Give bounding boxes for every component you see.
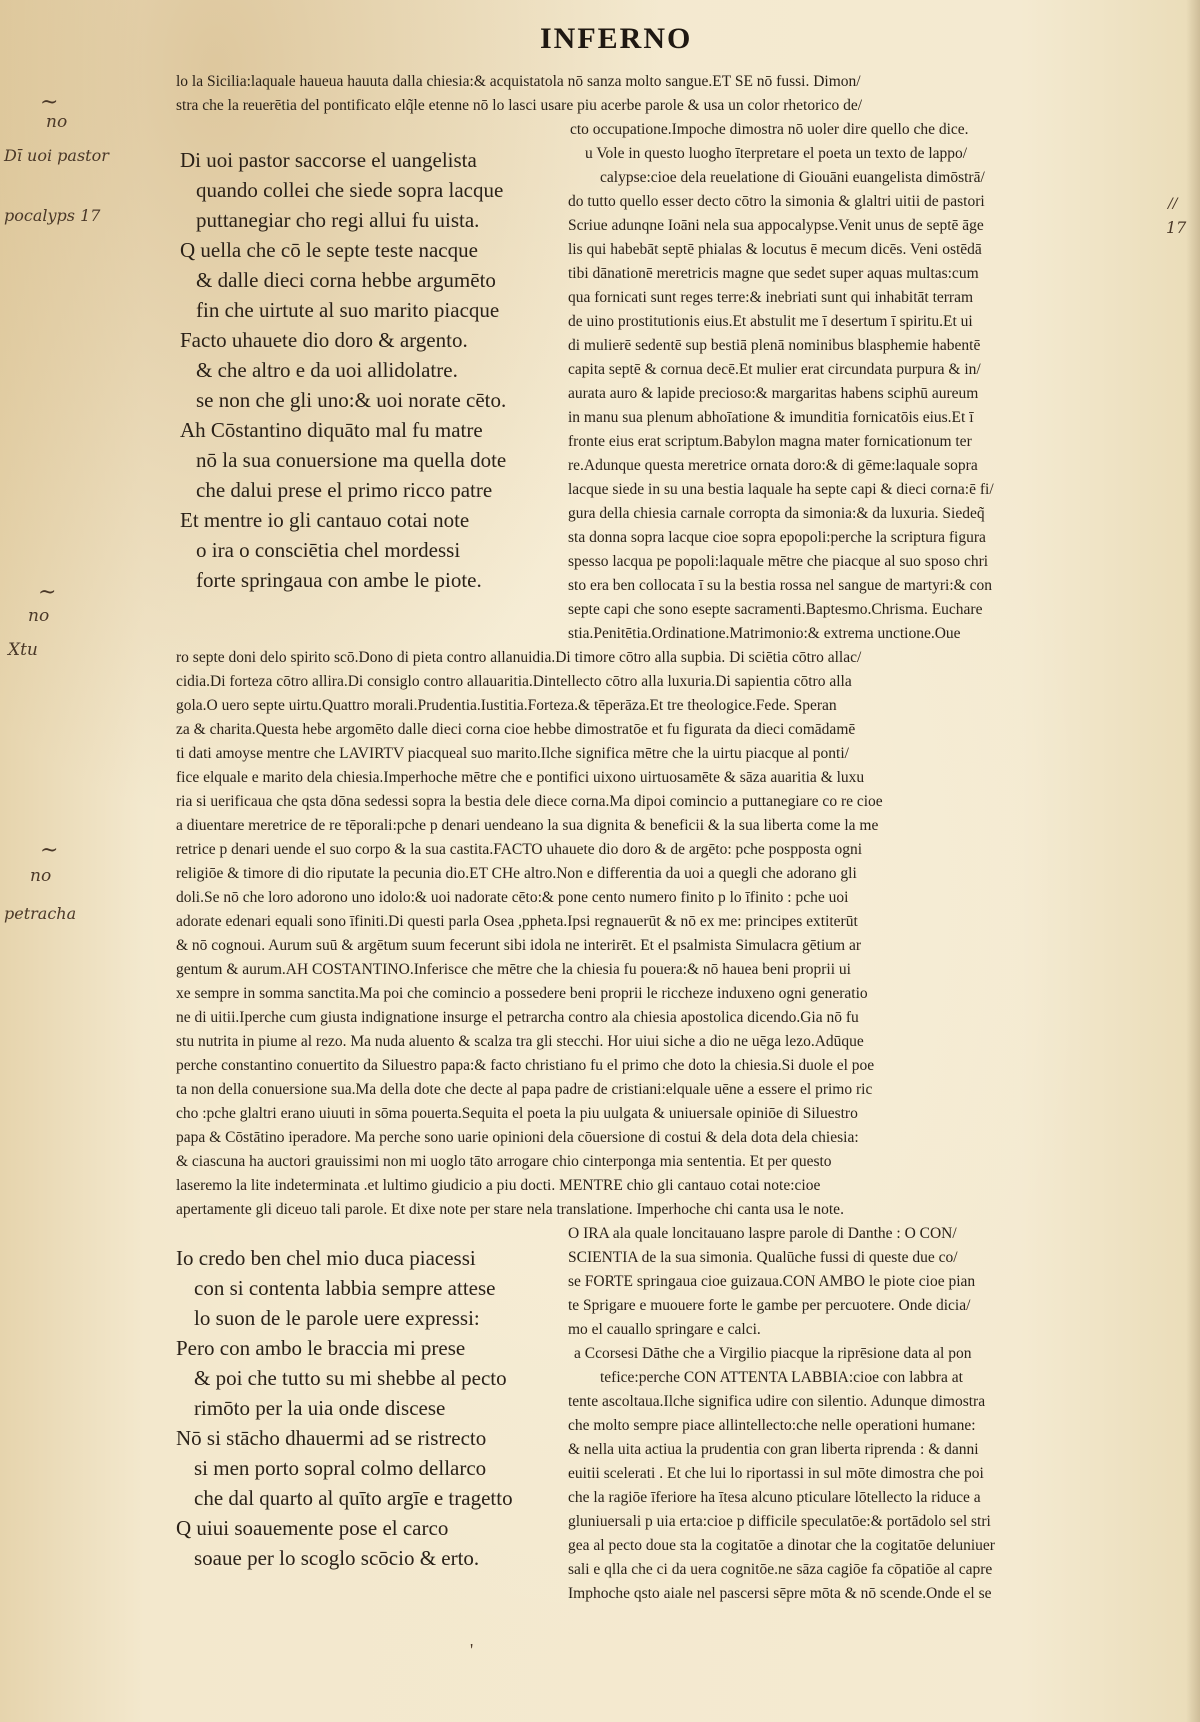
verse-line: Di uoi pastor saccorse el uangelista [180, 148, 477, 172]
commentary-line: ta non della conuersione sua.Ma della dote che decte al papa padre de cristiani:elquale uēne a essere el primo ric [176, 1081, 873, 1098]
commentary-line: perche constantino conuertito da Siluestro papa:& facto christiano fu el primo che doto la chiesia.Si duole el poe [176, 1057, 875, 1074]
verse-line: fin che uirtute al suo marito piacque [196, 298, 500, 322]
commentary-line: & nella uita actiua la prudentia con gran liberta riprenda : & danni [568, 1441, 979, 1458]
commentary-line: ria si uerificaua che qsta dōna sedessi sopra la bestia dele diece corna.Ma dipoi comincio a puttanegiare co re cioe [176, 793, 883, 810]
commentary-line: & nō cognoui. Aurum suū & argētum suum fecerunt sibi idola ne interirēt. Et el psalmista Simulacra gētium ar [176, 937, 862, 954]
verse-line: se non che gli uno:& uoi norate cēto. [196, 388, 507, 412]
commentary-line: sto era ben collocata ī su la bestia rossa nel sangue de martyri:& con [568, 577, 992, 594]
verse-line: puttanegiar cho regi allui fu uista. [196, 208, 480, 232]
marginal-note: no [46, 112, 68, 132]
commentary-line: capita septē & cornua decē.Et mulier erat circundata purpura & in/ [568, 361, 981, 378]
verse-line: si men porto sopral colmo dellarco [194, 1456, 487, 1480]
commentary-line: sta donna sopra lacque cioe sopra epopoli:perche la scriptura figura [568, 529, 986, 546]
commentary-line: ti dati amoyse mentre che LAVIRTV piacqueal suo marito.Ilche significa mētre che la uirtu piacque al ponti/ [176, 745, 849, 762]
commentary-line: stu nutrita in piume al rezo. Ma nuda aluento & scalza tra gli stecchi. Hor uiui siche a dio ne uēga lezo.Adūque [176, 1033, 864, 1050]
verse-line: Pero con ambo le braccia mi prese [176, 1336, 466, 1360]
commentary-line: in manu sua plenum abhoīatione & imunditia fornicatōis eius.Et ī [568, 409, 974, 426]
verse-line: lo suon de le parole uere expressi: [194, 1306, 480, 1330]
commentary-line: apertamente gli diceuo tali parole. Et dixe note per stare nela translatione. Imperhoche chi canta usa le note. [176, 1201, 844, 1218]
marginal-mark: ~ [40, 90, 59, 115]
commentary-line: spesso lacqua pe popoli:laquale mētre che piacque al suo sposo chri [568, 553, 989, 570]
marginal-note: // [1168, 196, 1178, 212]
verse-line: Et mentre io gli cantauo cotai note [180, 508, 470, 532]
commentary-line: adorate edenari equali sono īfiniti.Di questi parla Osea ,ppheta.Ipsi regnauerūt & nō ex me: principes extiterūt [176, 913, 858, 930]
commentary-line: sali e qlla che ci da uera cognitōe.ne sāza cagiōe fa cōpatiōe al capre [568, 1561, 993, 1578]
commentary-line: mo el cauallo springare e calci. [568, 1321, 761, 1338]
commentary-line: gola.O uero septe uirtu.Quattro morali.Prudentia.Iustitia.Forteza.& tēperāza.Et tre theologice.Fede. Speran [176, 697, 837, 714]
commentary-line: tibi dānationē meretricis magne que sedet super aquas multas:cum [568, 265, 979, 282]
verse-line: Ah Cōstantino diquāto mal fu matre [180, 418, 483, 442]
commentary-line: fronte eius erat scriptum.Babylon magna mater fornicationum ter [568, 433, 972, 450]
stray-ink-mark: ' [470, 1640, 474, 1660]
commentary-line: gura della chiesia carnale corropta da simonia:& da luxuria. Siedeq̃ [568, 505, 985, 522]
marginal-note: Xtu [8, 640, 38, 660]
commentary-line: di mulierē sedentē sup bestiā plenā nominibus blasphemie habentē [568, 337, 981, 354]
commentary-line: za & charita.Questa hebe argomēto dalle dieci corna cioe hebbe dimostratōe et fu figurata da dieci comādamē [176, 721, 856, 738]
commentary-line: stra che la reuerētia del pontificato elq̃le etenne nō lo lasci usare piu acerbe parole & usa un color rhetorico de/ [176, 97, 863, 114]
marginal-note: 17 [1166, 218, 1187, 237]
verse-line: & dalle dieci corna hebbe argumēto [196, 268, 496, 292]
commentary-line: religiōe & timore di dio riputate la pecunia dio.ET CHe altro.Non e differentia da uoi a quegli che adorano gli [176, 865, 857, 882]
commentary-line: tefice:perche CON ATTENTA LABBIA:cioe con labbra at [600, 1369, 963, 1386]
commentary-line: laseremo la lite indeterminata .et lultimo giudicio a piu docti. MENTRE chio gli cantauo cotai note:cioe [176, 1177, 821, 1194]
commentary-line: de uino prostitutionis eius.Et abstulit me ī desertum ī spiritu.Et ui [568, 313, 973, 330]
verse-line: che dalui prese el primo ricco patre [196, 478, 493, 502]
commentary-line: ne di uitii.Iperche cum giusta indignatione insurge el petrarcha contro ala chiesia apostolica dicendo.Gia nō fu [176, 1009, 859, 1026]
commentary-line: cto occupatione.Impoche dimostra nō uoler dire quello che dice. [570, 121, 969, 138]
marginal-note: petracha [4, 904, 77, 923]
verse-line: forte springaua con ambe le piote. [196, 568, 482, 592]
commentary-line: aurata auro & lapide precioso:& margaritas habens sciphū aureum [568, 385, 979, 402]
running-header: INFERNO [540, 22, 693, 55]
commentary-line: u Vole in questo luogho īterpretare el poeta un texto de lappo/ [585, 145, 968, 162]
commentary-line: qua fornicati sunt reges terre:& inebriati sunt qui inhabitāt terram [568, 289, 974, 306]
verse-line: Nō si stācho dhauermi ad se ristrecto [176, 1426, 487, 1450]
commentary-line: do tutto quello esser decto cōtro la simonia & glaltri uitii de pastori [568, 193, 985, 210]
commentary-line: a diuentare meretrice de re tēporali:pche p denari uendeano la sua dignita & beneficii & la sua liberta come la me [176, 817, 879, 834]
commentary-line: gea al pecto doue sta la cogitatōe a dinotar che la cogitatōe deluniuer [568, 1537, 995, 1554]
marginal-note: Dī uoi pastor [4, 146, 109, 165]
page-edge-shadow [1186, 0, 1200, 1722]
commentary-line: cho :pche glaltri erano uiuuti in sōma pouerta.Sequita el poeta la piu uulgata & uniuersale opiniōe di Siluestro [176, 1105, 858, 1122]
commentary-line: & ciascuna ha auctori grauissimi non mi uoglo tāto arrogare chio cinterponga mia sententia. Et per questo [176, 1153, 832, 1170]
commentary-line: te Sprigare e muouere forte le gambe per percuotere. Onde dicia/ [568, 1297, 971, 1314]
commentary-line: a Ccorsesi Dāthe che a Virgilio piacque la riprēsione data al pon [574, 1345, 972, 1362]
commentary-line: lis qui habebāt septē phialas & locutus ē mecum dicēs. Veni ostēdā [568, 241, 982, 258]
verse-line: nō la sua conuersione ma quella dote [196, 448, 507, 472]
commentary-line: Scriue adunqne Ioāni nela sua appocalypse.Venit unus de septē āge [568, 217, 984, 234]
verse-line: Io credo ben chel mio duca piacessi [176, 1246, 476, 1270]
commentary-line: SCIENTIA de la sua simonia. Qualūche fussi di queste due co/ [568, 1249, 958, 1266]
commentary-line: Imphoche qsto aiale nel pascersi sēpre mōta & nō scende.Onde el se [568, 1585, 992, 1602]
commentary-line: septe capi che sono esepte sacramenti.Baptesmo.Chrisma. Euchare [568, 601, 983, 618]
commentary-line: lo la Sicilia:laquale haueua hauuta dalla chiesia:& acquistatola nō sanza molto sangue.ET SE nō fussi. Dimon/ [176, 73, 861, 90]
verse-line: con si contenta labbia sempre attese [194, 1276, 496, 1300]
marginal-mark: ~ [40, 838, 59, 863]
commentary-line: doli.Se nō che loro adorono uno idolo:& uoi nadorate cēto:& pone cento numero finito p lo īfinito : pche uoi [176, 889, 849, 906]
marginal-mark: ~ [38, 580, 57, 605]
verse-line: soaue per lo scoglo scōcio & erto. [194, 1546, 480, 1570]
commentary-line: che la ragiōe īferiore ha ītesa alcuno pticulare lōtellecto la riduce a [568, 1489, 981, 1506]
commentary-line: papa & Cōstātino iperadore. Ma perche sono uarie opinioni dela cōuersione di costui & dela dota dela chiesia: [176, 1129, 859, 1146]
commentary-line: euitii scelerati . Et che lui lo riportassi in sul mōte dimostra che poi [568, 1465, 984, 1482]
commentary-line: gluniuersali p uia erta:cioe p difficile speculatōe:& portādolo sel stri [568, 1513, 991, 1530]
commentary-line: se FORTE springaua cioe guizaua.CON AMBO le piote cioe pian [568, 1273, 976, 1290]
commentary-line: gentum & aurum.AH COSTANTINO.Inferisce che mētre che la chiesia fu pouera:& nō hauea beni proprii ui [176, 961, 851, 978]
commentary-line: tente ascoltaua.Ilche significa udire con silentio. Adunque dimostra [568, 1393, 986, 1410]
verse-line: Q uella che cō le septe teste nacque [180, 238, 478, 262]
verse-line: Facto uhauete dio doro & argento. [180, 328, 468, 352]
verse-line: Q uiui soauemente pose el carco [176, 1516, 449, 1540]
commentary-line: retrice p denari uende el suo corpo & la sua castita.FACTO uhauete dio doro & de argēto: pche pospposta ogni [176, 841, 863, 858]
marginal-note: pocalyps 17 [4, 206, 101, 225]
verse-line: o ira o consciētia chel mordessi [196, 538, 461, 562]
commentary-line: lacque siede in su una bestia laquale ha septe capi & dieci corna:ē fi/ [568, 481, 994, 498]
commentary-line: O IRA ala quale loncitauano laspre parole di Danthe : O CON/ [568, 1225, 957, 1242]
verse-line: & che altro e da uoi allidolatre. [196, 358, 458, 382]
commentary-line: che molto sempre piace allintellecto:che nelle operationi humane: [568, 1417, 976, 1434]
commentary-line: re.Adunque questa meretrice ornata doro:& di gēme:laquale sopra [568, 457, 978, 474]
commentary-line: ro septe doni delo spirito scō.Dono di pieta contro allanuidia.Di timore cōtro alla supbia. Di sciētia cōtro allac/ [176, 649, 862, 666]
commentary-line: xe sempre in somma sanctita.Ma poi che comincio a possedere beni proprii le riccheze induxeno ogni generatio [176, 985, 868, 1002]
verse-line: quando collei che siede sopra lacque [196, 178, 504, 202]
commentary-line: stia.Penitētia.Ordinatione.Matrimonio:& extrema unctione.Oue [568, 625, 961, 642]
verse-line: che dal quarto al quīto argīe e tragetto [194, 1486, 513, 1510]
marginal-note: no [30, 866, 52, 886]
verse-line: & poi che tutto su mi shebbe al pecto [194, 1366, 507, 1390]
marginal-note: no [28, 606, 50, 626]
verse-line: rimōto per la uia onde discese [194, 1396, 446, 1420]
commentary-line: calypse:cioe dela reuelatione di Giouāni euangelista dimōstrā/ [600, 169, 985, 186]
commentary-line: cidia.Di forteza cōtro allira.Di consiglo contro allauaritia.Dintellecto cōtro alla luxuria.Di sapientia cōtro alla [176, 673, 852, 690]
commentary-line: fice elquale e marito dela chiesia.Imperhoche mētre che e pontifici uixono uirtuosamēte & sāza auaritia & luxu [176, 769, 865, 786]
